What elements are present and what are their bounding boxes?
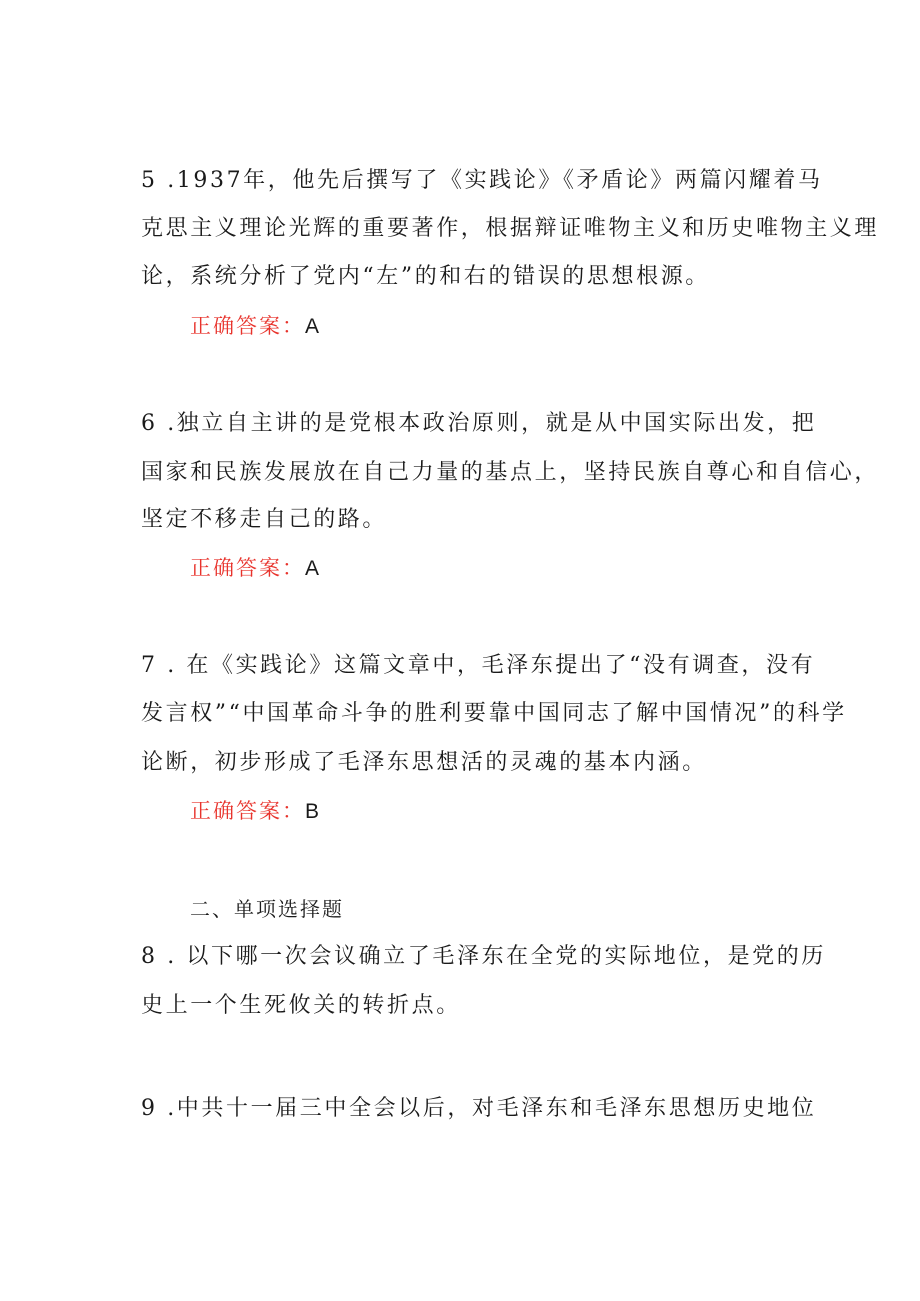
answer-value: B [305,800,320,823]
answer-label: 正确答案： [190,799,305,823]
question-5-line-2: 克思主义理论光辉的重要著作，根据辩证唯物主义和历史唯物主义理 [141,216,880,241]
question-6-line-3: 坚定不移走自己的路。 [141,507,388,532]
question-6-answer [190,553,319,584]
question-8-line-2: 史上一个生死攸关的转折点。 [141,993,461,1018]
section-title: 二、单项选择题 [190,897,344,921]
question-5-line-3: 论，系统分析了党内“左”的和右的错误的思想根源。 [141,264,710,289]
question-7-line-3: 论断，初步形成了毛泽东思想活的灵魂的基本内涵。 [141,750,707,775]
question-7-line-1: 7 . 在《实践论》这篇文章中，毛泽东提出了“没有调查，没有 [141,653,816,678]
answer-label: 正确答案： [190,556,305,580]
question-6-line-1: 6 .独立自主讲的是党根本政治原则，就是从中国实际出发，把 [141,411,817,436]
question-9-line-1: 9 .中共十一届三中全会以后，对毛泽东和毛泽东思想历史地位 [141,1096,817,1121]
question-5-line-1: 5 .1937年，他先后撰写了《实践论》《矛盾论》两篇闪耀着马 [141,168,823,193]
question-8-line-1: 8 . 以下哪一次会议确立了毛泽东在全党的实际地位，是党的历 [141,944,826,969]
question-7-line-2: 发言权”“中国革命斗争的胜利要靠中国同志了解中国情况”的科学 [141,701,847,726]
question-7-answer [190,796,319,827]
answer-label: 正确答案： [190,314,305,338]
question-6-line-2: 国家和民族发展放在自己力量的基点上，坚持民族自尊心和自信心， [141,460,880,485]
question-5-answer [190,311,319,342]
answer-value: A [305,315,320,338]
answer-value: A [305,557,320,580]
